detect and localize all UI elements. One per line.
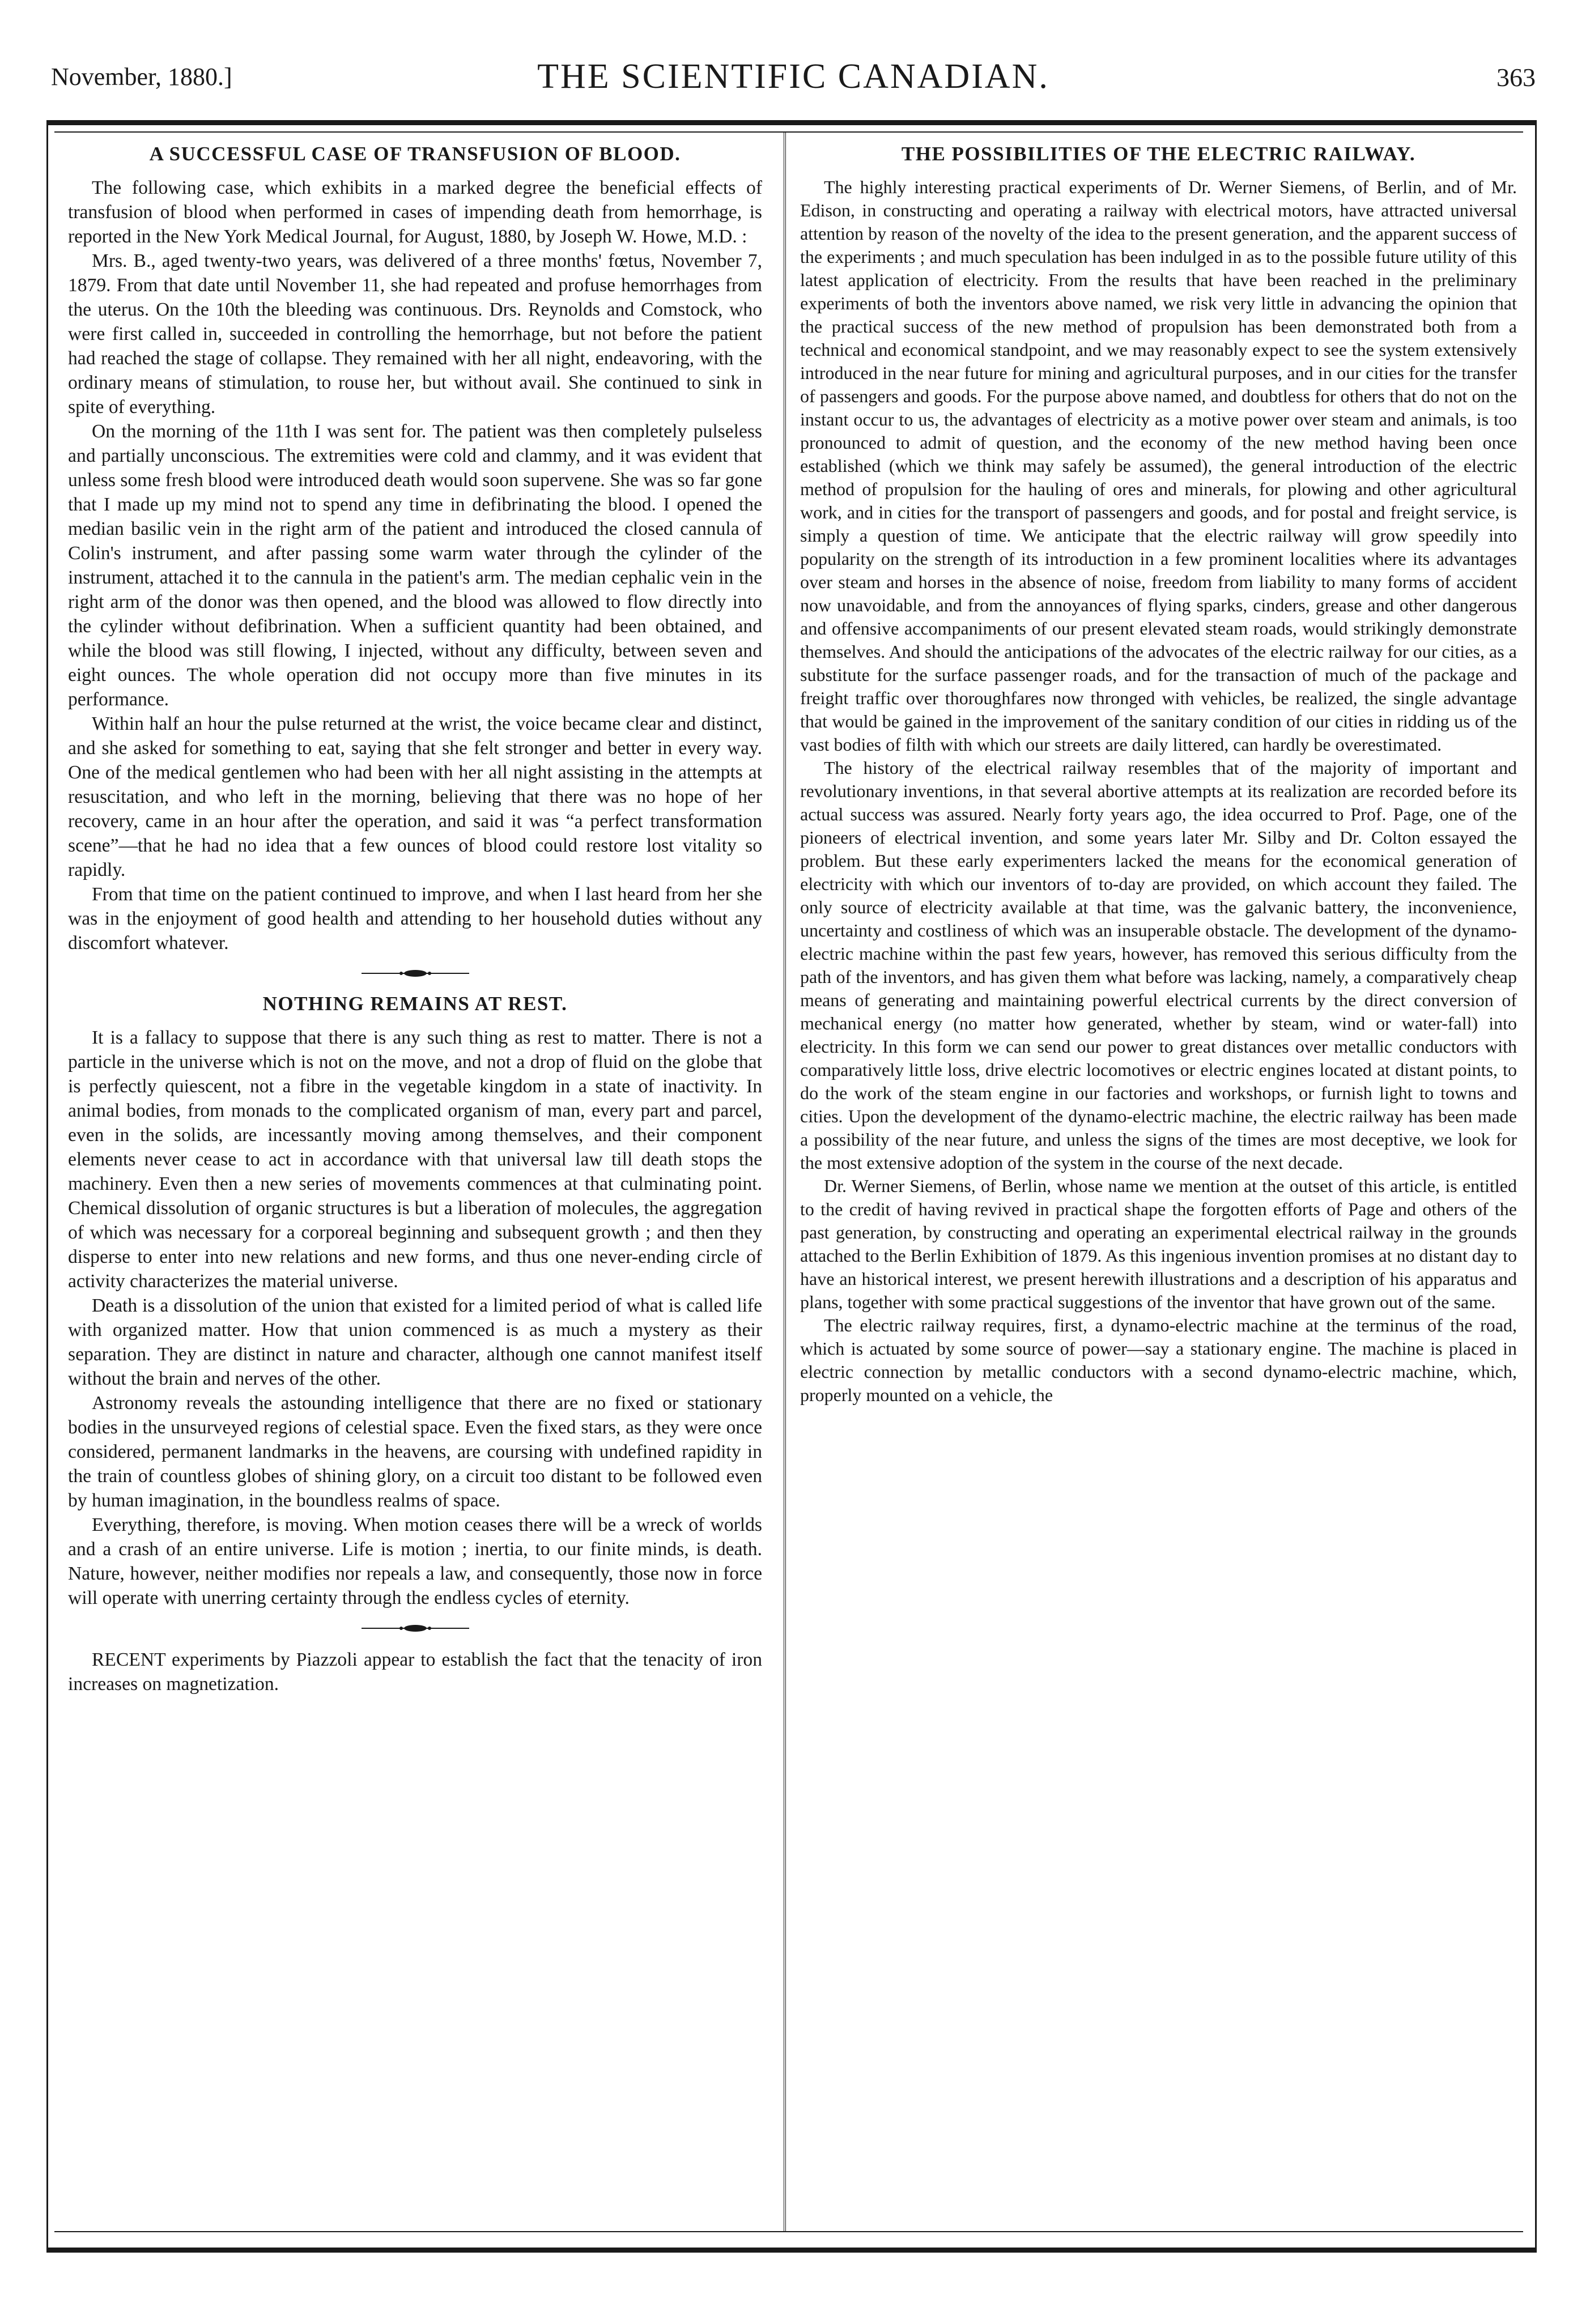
paragraph: It is a fallacy to suppose that there is any such thing as rest to matter. There is not a particle in the universe which is not on the move, and not a drop of fluid on the globe that is perfectly quiescent, not a fibre in the vegetable kingdom in a state of inactivity. In animal bodies, from monads to the complicated organism of man, every part and parcel, even in the solids, are incessantly moving among themselves, and their component elements never cease to act in accordance with that universal law till death stops the machinery. Even then a new series of movements commences at that culminating point. Chemical dissolution of organic structures is but a liberation of molecules, the aggregation of which was necessary for a corporeal beginning and subsequent growth ; and then they disperse to enter into new relations and new forms, and thus one never-ending circle of activity characterizes the material universe. (68, 1027, 762, 1292)
dash-ornament-icon (362, 968, 469, 979)
publication-title: THE SCIENTIFIC CANADIAN. (537, 57, 1049, 96)
paragraph: Astronomy reveals the astounding intelligence that there are no fixed or stationary bodies in the unsurveyed regions of celestial space. Even the fixed stars, as they were once considered, permanent landmarks in the heavens, are coursing with undefined rapidity in the train of countless globes of shining glory, on a circuit too distant to be followed even by human imagination, in the boundless realms of space. (68, 1393, 762, 1511)
page-header (51, 57, 1536, 108)
paragraph: Dr. Werner Siemens, of Berlin, whose name we mention at the outset of this article, is entitled to the credit of having revived in practical shape the forgotten efforts of Page and others of the past generation, by constructing and operating an experimental electrical railway in the grounds attached to the Berlin Exhibition of 1879. As this ingenious invention promises at no distant day to have an historical interest, we present herewith illustrations and a description of his apparatus and plans, together with some practical suggestions of the inventor that have grown out of the same. (800, 1176, 1517, 1312)
paragraph: The highly interesting practical experiments of Dr. Werner Siemens, of Berlin, and of Mr. Edison, in constructing and operating a railway with electrical motors, have attracted universal attention by reason of the novelty of the idea to the present generation, and the apparent success of the experiments ; and much speculation has been indulged in as to the possible future utility of this latest application of electricity. From the results that have been reached in the preliminary experiments of both the inventors above named, we risk very little in advancing the opinion that the practical success of the new method of propulsion has been demonstrated both from a technical and economical standpoint, and we may reasonably expect to see the system extensively introduced in the near future for mining and agricultural purposes, and in our cities for the transfer of passengers and goods. For the purpose above named, and doubtless for others that do not on the instant occur to us, the advantages of electricity as a motive power over steam and animals, is too pronounced to admit of question, and the economy of the new method having been once established (which we think may safely be assumed), the general introduction of the electric method of propulsion for the hauling of ores and minerals, for plowing and other agricultural work, and in cities for the transport of passengers and goods, and for postal and freight service, is simply a question of time. We anticipate that the electric railway will grow speedily into popularity on the strength of its introduction in a few prominent localities where its advantages over steam and horses in the absence of noise, freedom from liability to many forms of accident now unavoidable, and from the annoyances of flying sparks, cinders, grease and other dangerous and offensive accompaniments of our present elevated steam roads, would strikingly demonstrate themselves. And should the anticipations of the advocates of the electric railway for our cities, as a substitute for the surface passenger roads, and for the transaction of much of the package and freight traffic over thoroughfares now thronged with vehicles, be realized, the single advantage that would be gained in the improvement of the sanitary condition of our cities in ridding us of the vast bodies of filth with which our streets are daily littered, can hardly be overestimated. (800, 177, 1517, 755)
section-separator-ornament (68, 961, 762, 986)
issue-date: November, 1880.] (51, 63, 232, 91)
science-note: RECENT experiments by Piazzoli appear to establish the fact that the tenacity of iron increases on magnetization. (68, 1649, 762, 1695)
paragraph: Within half an hour the pulse returned at the wrist, the voice became clear and distinct, and she asked for something to eat, saying that she felt stronger and better in every way. One of the medical gentlemen who had been with her all night assisting in the attempts at resuscitation, and who left in the morning, believing that there was no hope of her recovery, came in an hour after the operation, and said it was “a perfect transformation scene”—that he had no idea that a few ounces of blood could restore lost vitality so rapidly. (68, 713, 762, 880)
column-divider (784, 133, 786, 2231)
article-body-electric-railway (800, 176, 1517, 1407)
paragraph: The electric railway requires, first, a dynamo-electric machine at the terminus of the road, which is actuated by some source of power—say a stationary engine. The machine is placed in electric connection by metallic conductors with a second dynamo-electric machine, which, properly mounted on a vehicle, the (800, 1315, 1517, 1405)
article-body-rest (68, 1025, 762, 1610)
right-column (800, 141, 1517, 2225)
paragraph: The history of the electrical railway resembles that of the majority of important and revolutionary inventions, in that several abortive attempts at its realization are recorded before its actual success was assured. Nearly forty years ago, the idea occurred to Prof. Page, one of the pioneers of electrical invention, and some years later Mr. Silby and Dr. Colton essayed the problem. But these early experimenters lacked the means for the economical generation of electricity with which our inventors of to-day are provided, on which account they failed. The only source of electricity available at that time, was the galvanic battery, the inconvenience, uncertainty and costliness of which was an insuperable obstacle. The development of the dynamo-electric machine within the past few years, however, has removed this serious difficulty from the path of the inventors, and has given them what before was lacking, namely, a comparatively cheap means of generating and maintaining powerful electrical currents by the direct conversion of mechanical energy (no matter how generated, whether by steam, wind or water-fall) into electricity. In this form we can send our power to great distances over metallic conductors with comparatively little loss, drive electric locomotives or electric engines located at distant points, to do the work of the steam engine in our factories and workshops, or furnish light to towns and cities. Upon the development of the dynamo-electric machine, the electric railway has been made a possibility of the near future, and unless the signs of the times are most deceptive, we look for the most extensive adoption of the system in the course of the next decade. (800, 757, 1517, 1173)
article-title-rest: NOTHING REMAINS AT REST. (262, 993, 568, 1015)
dash-ornament-icon (362, 1623, 469, 1634)
paragraph: From that time on the patient continued to improve, and when I last heard from her she was in the enjoyment of good health and attending to her household duties without any discomfort whatever. (68, 884, 762, 954)
left-column (68, 141, 762, 2225)
paragraph: The following case, which exhibits in a marked degree the beneficial effects of transfusion of blood when performed in cases of impending death from hemorrhage, is reported in the New York Medical Journal, for August, 1880, by Joseph W. Howe, M.D. : (68, 177, 762, 247)
article-title-transfusion: A SUCCESSFUL CASE OF TRANSFUSION OF BLOOD. (149, 143, 681, 165)
paragraph: Everything, therefore, is moving. When motion ceases there will be a wreck of worlds and a crash of an entire universe. Life is motion ; inertia, to our finite minds, is death. Nature, however, neither modifies nor repeals a law, and consequently, those now in force will operate with unerring certainty through the endless cycles of eternity. (68, 1514, 762, 1608)
paragraph: On the morning of the 11th I was sent for. The patient was then completely pulseless and partially unconscious. The extremities were cold and clammy, and it was evident that unless some fresh blood were introduced death would soon supervene. She was so far gone that I made up my mind not to spend any time in defibrinating the blood. I opened the median basilic vein in the right arm of the patient and introduced the closed cannula of Colin's instrument, and after passing some warm water through the cylinder of the instrument, attached it to the cannula in the patient's arm. The median cephalic vein in the right arm of the donor was then opened, and the blood was allowed to flow directly into the cylinder without defibrination. When a sufficient quantity had been obtained, and while the blood was still flowing, I injected, without any difficulty, between seven and eight ounces. The whole operation did not occupy more than five minutes in its performance. (68, 421, 762, 710)
article-title-electric-railway: THE POSSIBILITIES OF THE ELECTRIC RAILWAY. (901, 143, 1416, 165)
article-body-transfusion (68, 176, 762, 955)
page-number: 363 (1497, 63, 1536, 92)
section-separator-ornament (68, 1616, 762, 1641)
paragraph: Death is a dissolution of the union that existed for a limited period of what is called life with organized matter. How that union commenced is as much a mystery as their separation. They are distinct in nature and character, although one cannot manifest itself without the brain and nerves of the other. (68, 1295, 762, 1389)
paragraph: Mrs. B., aged twenty-two years, was delivered of a three months' fœtus, November 7, 1879. From that date until November 11, she had repeated and profuse hemorrhages from the uterus. On the 10th the bleeding was continuous. Drs. Reynolds and Comstock, who were first called in, succeeded in controlling the hemorrhage, but not before the patient had reached the stage of collapse. They remained with her all night, endeavoring, with the ordinary means of stimulation, to rouse her, but without avail. She continued to sink in spite of everything. (68, 250, 762, 418)
